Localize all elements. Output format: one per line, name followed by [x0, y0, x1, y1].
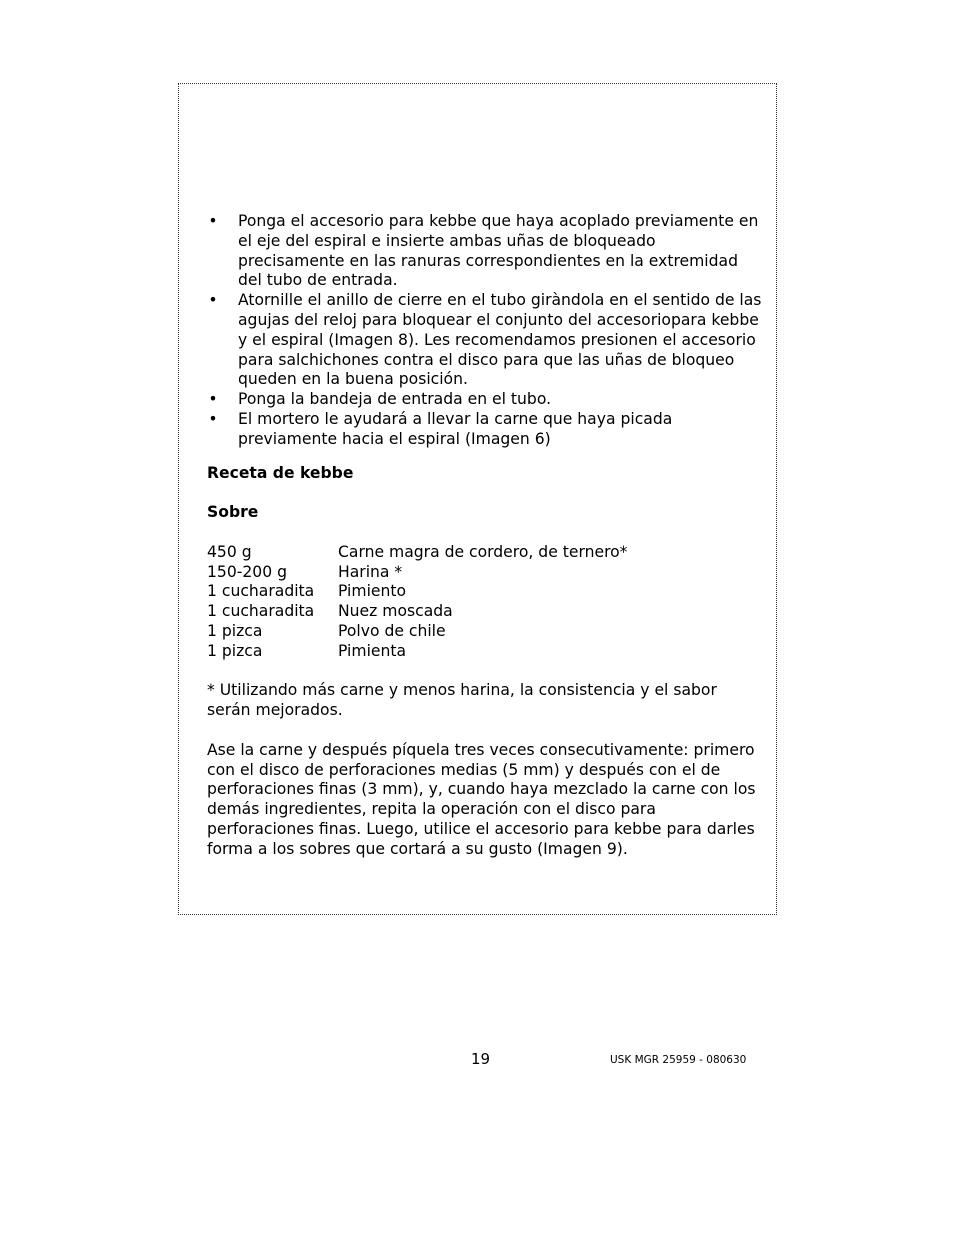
ingredient-quantity: 150-200 g [207, 562, 288, 581]
ingredient-name: Pimiento [338, 582, 407, 601]
table-row [207, 582, 627, 602]
list-item [207, 291, 762, 390]
bullet-icon: • [208, 390, 218, 409]
recipe-title: Receta de kebbe [207, 463, 354, 482]
ingredients-table [207, 543, 627, 662]
ingredient-name: Polvo de chile [338, 621, 446, 640]
ingredient-quantity: 450 g [207, 542, 252, 561]
list-item [207, 390, 762, 410]
document-code: USK MGR 25959 - 080630 [610, 1054, 747, 1066]
recipe-instructions: Ase la carne y después píquela tres veces consecutivamente: primero con el disco de perforaciones medias (5 mm) y después con el de perforaciones finas (3 mm), y, cuando haya mezclado la carne con los demás ingredientes, repita la operación con el disco para perforaciones finas. Luego, utilice el accesorio para kebbe para darles forma a los sobres que cortará a su gusto (Imagen 9). [207, 740, 756, 858]
ingredient-name: Harina * [338, 562, 403, 581]
bullet-icon: • [208, 291, 218, 310]
table-row [207, 602, 627, 622]
ingredient-name: Carne magra de cordero, de ternero* [338, 542, 628, 561]
section-title: Sobre [207, 503, 259, 522]
instruction-list [207, 212, 762, 450]
list-item-text: Ponga la bandeja de entrada en el tubo. [238, 390, 552, 409]
recipe-note: * Utilizando más carne y menos harina, la consistencia y el sabor serán mejorados. [207, 681, 717, 720]
table-row [207, 642, 627, 662]
page-number: 19 [471, 1050, 491, 1068]
ingredient-quantity: 1 cucharadita [207, 602, 315, 621]
table-row [207, 543, 627, 563]
table-row [207, 563, 627, 583]
list-item-text: Atornille el anillo de cierre en el tubo giràndola en el sentido de las agujas del reloj para bloquear el conjunto del accesoriopara kebbe y el espiral (Imagen 8). Les recomendamos presionen el accesorio para salchichones contra el disco para que las uñas de bloqueo queden en la buena posición. [238, 291, 762, 389]
bullet-icon: • [208, 409, 218, 428]
table-row [207, 622, 627, 642]
ingredient-quantity: 1 pizca [207, 641, 263, 660]
list-item-text: El mortero le ayudará a llevar la carne que haya picada previamente hacia el espiral (Imagen 6) [238, 409, 673, 448]
ingredient-quantity: 1 cucharadita [207, 582, 315, 601]
list-item [207, 410, 762, 450]
list-item [207, 212, 762, 291]
ingredient-name: Nuez moscada [338, 602, 453, 621]
list-item-text: Ponga el accesorio para kebbe que haya acoplado previamente en el eje del espiral e insierte ambas uñas de bloqueado precisamente en las ranuras correspondientes en la extremidad del tubo de entrada. [238, 212, 759, 290]
ingredient-quantity: 1 pizca [207, 621, 263, 640]
bullet-icon: • [208, 212, 218, 230]
page-content [207, 212, 762, 860]
ingredient-name: Pimienta [338, 641, 407, 660]
